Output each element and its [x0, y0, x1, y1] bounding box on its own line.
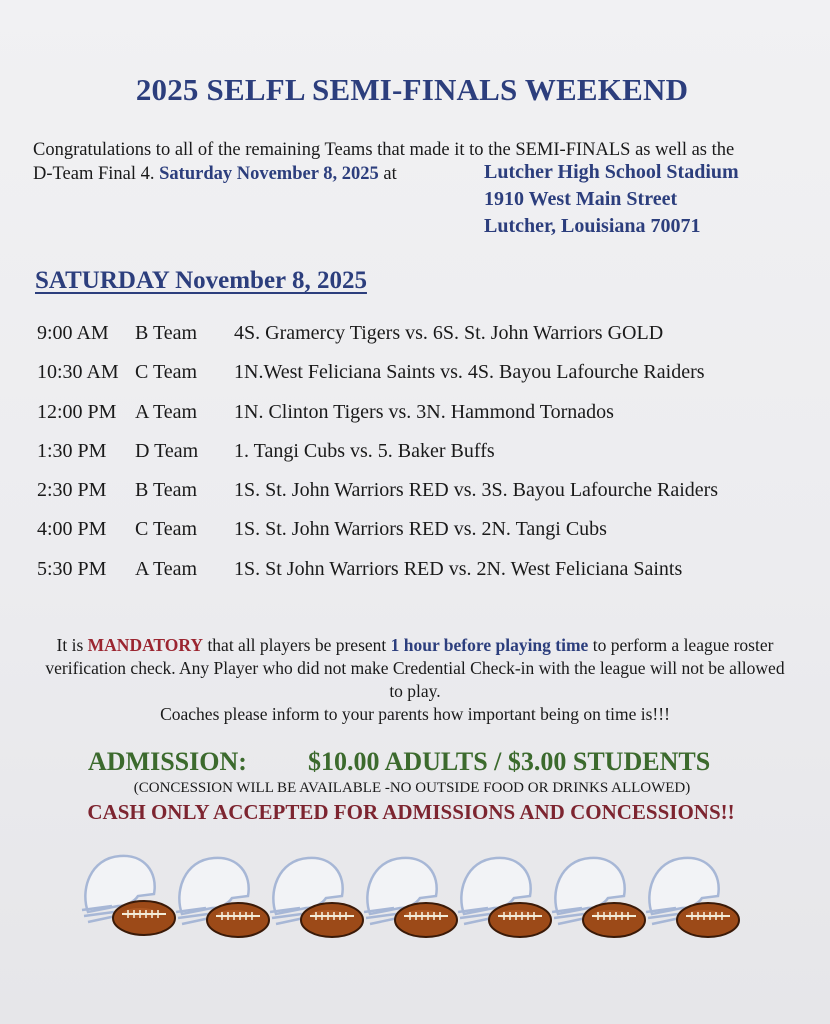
schedule-row	[37, 322, 817, 361]
flyer-title: 2025 SELFL SEMI-FINALS WEEKEND	[135, 72, 689, 107]
notice-mandatory: MANDATORY	[87, 635, 204, 655]
intro-line-2	[33, 164, 397, 185]
game-time: 1:30 PM	[37, 439, 107, 462]
concession-note: (CONCESSION WILL BE AVAILABLE -NO OUTSIDE FOOD OR DRINKS ALLOWED)	[133, 780, 691, 796]
schedule-list	[37, 322, 817, 597]
helmet-football-icon	[646, 858, 739, 937]
notice-coaches: Coaches please inform to your parents how important being on time is!!!	[160, 704, 670, 724]
helmet-football-icon	[176, 858, 269, 937]
game-team: C Team	[135, 361, 198, 384]
schedule-row	[37, 558, 817, 597]
intro-line-2-text: D-Team Final 4.	[33, 164, 155, 184]
schedule-row	[37, 361, 817, 400]
game-time: 4:00 PM	[37, 518, 107, 541]
game-time: 2:30 PM	[37, 479, 107, 502]
helmet-football-icon	[458, 858, 551, 937]
notice-text	[40, 634, 790, 726]
game-matchup: 1N. Clinton Tigers vs. 3N. Hammond Tornados	[234, 400, 614, 423]
game-time: 9:00 AM	[37, 322, 109, 344]
admission-line	[88, 747, 711, 777]
venue-street: 1910 West Main Street	[484, 188, 678, 210]
venue-city: Lutcher, Louisiana 70071	[484, 215, 701, 237]
game-time: 12:00 PM	[37, 400, 117, 423]
cash-only-note: CASH ONLY ACCEPTED FOR ADMISSIONS AND CONCESSIONS!!	[87, 800, 735, 824]
game-matchup: 1S. St. John Warriors RED vs. 2N. Tangi Cubs	[234, 518, 607, 541]
helmet-football-icon	[270, 858, 363, 937]
intro-at: at	[383, 164, 397, 184]
schedule-row	[37, 440, 817, 479]
helmet-football-icon	[552, 858, 645, 937]
game-matchup: 4S. Gramercy Tigers vs. 6S. St. John Warriors GOLD	[234, 322, 664, 344]
admission-price: $10.00 ADULTS / $3.00 STUDENTS	[308, 747, 711, 776]
notice-mid: that all players be present	[207, 635, 387, 655]
game-team: A Team	[135, 400, 198, 423]
notice-hour: 1 hour before playing time	[390, 635, 589, 655]
game-time: 10:30 AM	[37, 361, 119, 384]
helmet-football-icon	[364, 858, 457, 937]
venue-block	[484, 159, 739, 240]
schedule-row	[37, 401, 817, 440]
event-date: Saturday November 8, 2025	[159, 164, 379, 184]
game-matchup: 1. Tangi Cubs vs. 5. Baker Buffs	[234, 439, 495, 462]
schedule-row	[37, 518, 817, 557]
game-team: B Team	[135, 479, 198, 502]
game-team: A Team	[135, 557, 198, 580]
game-time: 5:30 PM	[37, 557, 107, 580]
schedule-heading: SATURDAY November 8, 2025	[35, 267, 367, 294]
schedule-row	[37, 479, 817, 518]
game-matchup: 1S. St. John Warriors RED vs. 3S. Bayou Lafourche Raiders	[234, 479, 719, 502]
notice-prefix: It is	[56, 635, 84, 655]
helmet-football-border	[78, 850, 758, 950]
game-team: D Team	[135, 439, 199, 462]
game-matchup: 1N.West Feliciana Saints vs. 4S. Bayou Lafourche Raiders	[234, 361, 705, 384]
notice-rest: to perform a league roster verification check. Any Player who did not make Credential Check-in with the league will not be allowed to play.	[45, 635, 785, 701]
venue-name: Lutcher High School Stadium	[484, 161, 739, 183]
helmet-football-icon	[82, 856, 175, 935]
intro-line-1: Congratulations to all of the remaining Teams that made it to the SEMI-FINALS as well as the	[33, 140, 735, 160]
game-matchup: 1S. St John Warriors RED vs. 2N. West Feliciana Saints	[234, 557, 683, 580]
admission-label: ADMISSION:	[88, 747, 247, 776]
game-team: C Team	[135, 518, 198, 541]
game-team: B Team	[135, 322, 198, 344]
